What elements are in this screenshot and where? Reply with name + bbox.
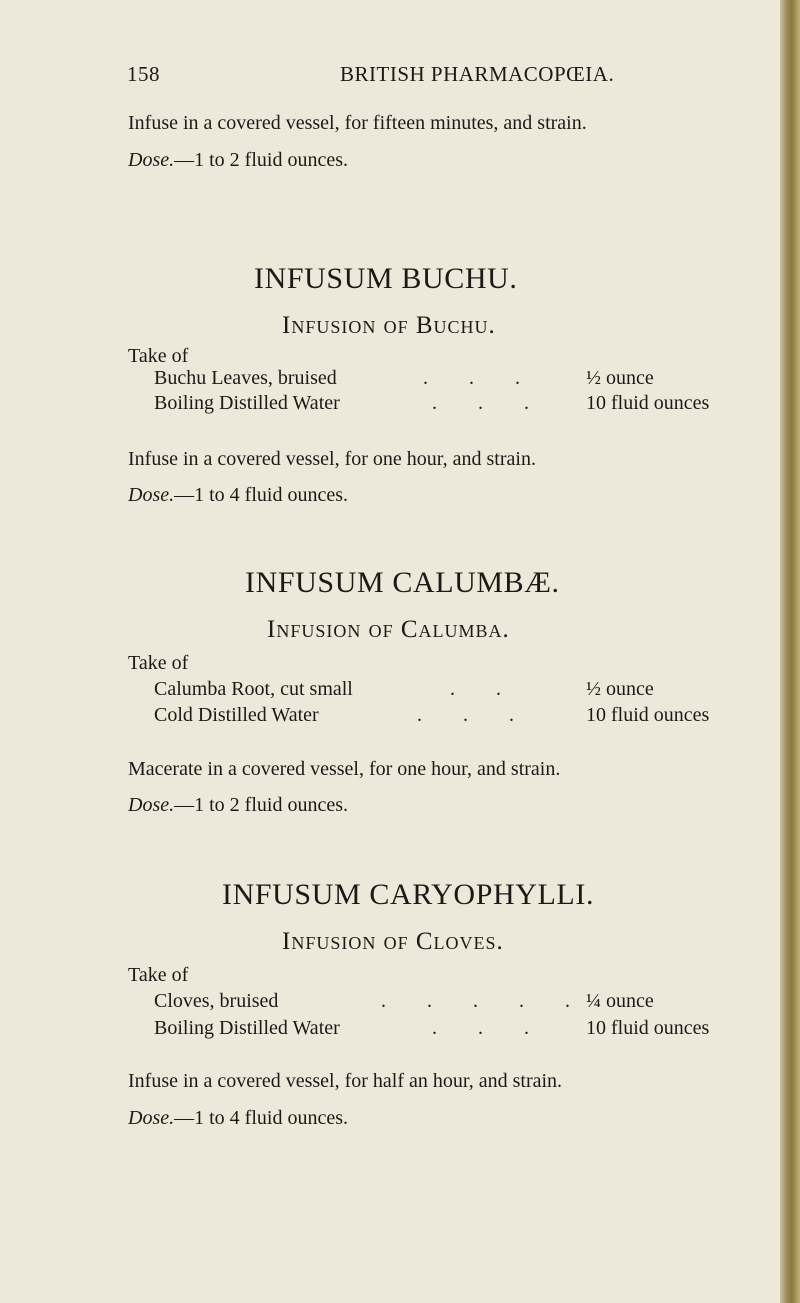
- ingredient-name: Buchu Leaves, bruised: [154, 367, 337, 389]
- dose-text: —1 to 2 fluid ounces.: [174, 794, 348, 816]
- section-title: INFUSUM CALUMBÆ.: [245, 566, 560, 599]
- leader-dots: . . .: [432, 392, 547, 414]
- section-dose: [128, 484, 348, 507]
- ingredient-quantity: 10 fluid ounces: [586, 704, 710, 726]
- ingredient-name: Cloves, bruised: [154, 990, 279, 1012]
- dose-label: Dose.: [128, 149, 175, 171]
- leader-dots: . . .: [432, 1017, 547, 1039]
- leader-dots: . . .: [423, 367, 538, 389]
- ingredient-name: Calumba Root, cut small: [154, 678, 353, 700]
- ingredient-name: Boiling Distilled Water: [154, 392, 340, 414]
- section-subtitle: Infusion of Cloves.: [282, 928, 504, 955]
- section-dose: [128, 1107, 348, 1130]
- intro-dose: [128, 149, 348, 172]
- section-title: INFUSUM CARYOPHYLLI.: [222, 878, 595, 911]
- dose-text: —1 to 4 fluid ounces.: [174, 1107, 348, 1129]
- take-of-label: Take of: [128, 652, 189, 674]
- running-head: [0, 62, 780, 92]
- dose-text: —1 to 2 fluid ounces.: [174, 149, 348, 171]
- ingredient-quantity: ½ ounce: [586, 367, 654, 389]
- ingredient-quantity: ¼ ounce: [586, 990, 654, 1012]
- section-instruction: Infuse in a covered vessel, for one hour, and strain.: [128, 448, 536, 470]
- dose-text: —1 to 4 fluid ounces.: [174, 484, 348, 506]
- section-subtitle: Infusion of Calumba.: [267, 616, 510, 643]
- ingredient-name: Cold Distilled Water: [154, 704, 319, 726]
- ingredient-quantity: ½ ounce: [586, 678, 654, 700]
- ingredient-quantity: 10 fluid ounces: [586, 392, 710, 414]
- dose-label: Dose.: [128, 794, 175, 816]
- section-dose: [128, 794, 348, 817]
- intro-instruction: Infuse in a covered vessel, for fifteen minutes, and strain.: [128, 112, 587, 134]
- ingredient-quantity: 10 fluid ounces: [586, 1017, 710, 1039]
- section-instruction: Infuse in a covered vessel, for half an hour, and strain.: [128, 1070, 563, 1092]
- dose-label: Dose.: [128, 1107, 175, 1129]
- dose-label: Dose.: [128, 484, 175, 506]
- section-title: INFUSUM BUCHU.: [254, 262, 518, 295]
- take-of-label: Take of: [128, 964, 189, 986]
- section-instruction: Macerate in a covered vessel, for one hour, and strain.: [128, 758, 561, 780]
- running-head-title: BRITISH PHARMACOPŒIA.: [340, 62, 615, 86]
- leader-dots: . .: [450, 678, 519, 700]
- section-subtitle: Infusion of Buchu.: [282, 312, 496, 339]
- leader-dots: . . . . .: [381, 990, 588, 1012]
- take-of-label: Take of: [128, 345, 189, 367]
- page-binding-edge: [780, 0, 800, 1303]
- ingredient-name: Boiling Distilled Water: [154, 1017, 340, 1039]
- page-number: 158: [127, 62, 160, 86]
- leader-dots: . . .: [417, 704, 532, 726]
